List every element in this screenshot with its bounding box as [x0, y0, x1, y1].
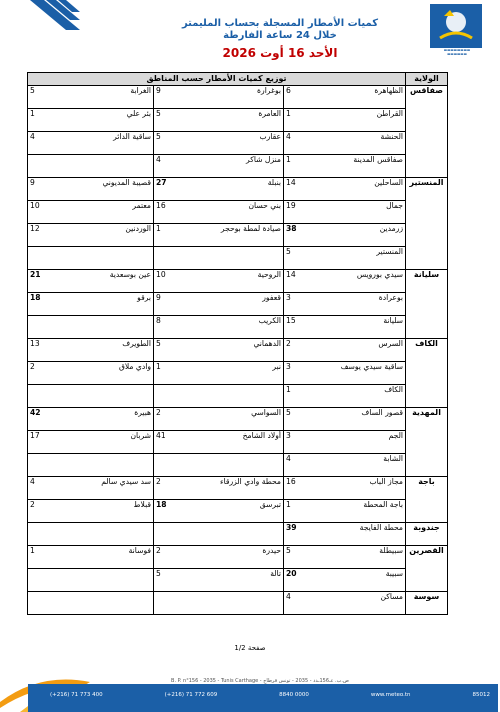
rainfall-value — [28, 155, 50, 178]
governorate-cell: المنستير — [406, 178, 448, 270]
rainfall-value: 10 — [28, 201, 50, 224]
rainfall-table — [27, 72, 448, 615]
station-name: سليانة — [306, 316, 406, 339]
governorate-cell: القصرين — [406, 546, 448, 592]
station-name: المنستير — [306, 247, 406, 270]
rainfall-value — [28, 569, 50, 592]
station-name — [50, 316, 154, 339]
page-number: صفحة 1/2 — [234, 644, 266, 652]
rainfall-value — [154, 385, 176, 408]
station-name: بوعرادة — [306, 293, 406, 316]
rainfall-value — [28, 592, 50, 615]
rainfall-value: 4 — [154, 155, 176, 178]
table-row — [28, 293, 448, 316]
station-name: حيدرة — [176, 546, 284, 569]
rainfall-value: 20 — [284, 569, 306, 592]
station-name — [176, 385, 284, 408]
rainfall-value — [28, 454, 50, 477]
header — [0, 0, 500, 70]
station-name: نبر — [176, 362, 284, 385]
rainfall-value: 5 — [28, 86, 50, 109]
station-name — [50, 247, 154, 270]
governorate-header: الولاية — [406, 73, 448, 86]
station-name — [176, 454, 284, 477]
station-name: الوردنين — [50, 224, 154, 247]
governorate-cell: الكاف — [406, 339, 448, 408]
rainfall-value: 4 — [28, 132, 50, 155]
rainfall-value: 5 — [154, 569, 176, 592]
rainfall-value — [28, 523, 50, 546]
station-name: سيدي بورويس — [306, 270, 406, 293]
station-name — [50, 592, 154, 615]
station-name: تبرسق — [176, 500, 284, 523]
table-row — [28, 178, 448, 201]
table-row — [28, 316, 448, 339]
station-name: الحنشة — [306, 132, 406, 155]
rainfall-value — [154, 247, 176, 270]
rainfall-value: 27 — [154, 178, 176, 201]
phone-1[interactable]: (+216) 71 773 400 — [50, 692, 103, 698]
station-name: صفاقس المدينة — [306, 155, 406, 178]
rainfall-value: 1 — [28, 546, 50, 569]
station-name: سبيبة — [306, 569, 406, 592]
table-row — [28, 201, 448, 224]
footer-contacts — [50, 688, 490, 702]
governorate-cell: سليانة — [406, 270, 448, 339]
governorate-cell: جندوبة — [406, 523, 448, 546]
table-row — [28, 155, 448, 178]
station-name: سبيطلة — [306, 546, 406, 569]
rainfall-value: 2 — [154, 477, 176, 500]
rainfall-value: 2 — [28, 362, 50, 385]
table-row — [28, 109, 448, 132]
station-name: شربان — [50, 431, 154, 454]
stripes-decoration — [0, 0, 80, 40]
rainfall-value: 38 — [284, 224, 306, 247]
table-row — [28, 592, 448, 615]
station-name: الشابة — [306, 454, 406, 477]
station-name: باجة المحطة — [306, 500, 406, 523]
station-name: الظهاهرة — [306, 86, 406, 109]
table-body — [28, 86, 448, 615]
station-name: فوسانة — [50, 546, 154, 569]
rainfall-value: 14 — [284, 270, 306, 293]
rainfall-value: 19 — [284, 201, 306, 224]
table-row — [28, 86, 448, 109]
station-name: برقو — [50, 293, 154, 316]
rainfall-value: 13 — [28, 339, 50, 362]
rainfall-value: 5 — [154, 339, 176, 362]
station-name: السواسي — [176, 408, 284, 431]
table-row — [28, 385, 448, 408]
governorate-cell: المهدية — [406, 408, 448, 477]
station-name: الطويرف — [50, 339, 154, 362]
rainfall-value: 9 — [28, 178, 50, 201]
rainfall-value: 14 — [284, 178, 306, 201]
station-name: الروحية — [176, 270, 284, 293]
table-row — [28, 454, 448, 477]
station-name — [50, 155, 154, 178]
governorate-cell: سوسة — [406, 592, 448, 615]
rainfall-value: 4 — [284, 132, 306, 155]
title-line-1: كميات الأمطار المسجلة بحساب المليمتر — [181, 18, 379, 29]
station-name: محطة الفايجة — [306, 523, 406, 546]
rainfall-value: 5 — [284, 546, 306, 569]
rainfall-value: 6 — [284, 86, 306, 109]
station-name: الكاف — [306, 385, 406, 408]
table-row — [28, 362, 448, 385]
station-name: سد سيدي سالم — [50, 477, 154, 500]
station-name: وادي ملاق — [50, 362, 154, 385]
station-name: محطة وادي الزرقاء — [176, 477, 284, 500]
station-name — [50, 569, 154, 592]
station-name — [176, 523, 284, 546]
rainfall-value: 17 — [28, 431, 50, 454]
rainfall-value: 4 — [284, 454, 306, 477]
station-name: عقارب — [176, 132, 284, 155]
rainfall-value: 1 — [284, 109, 306, 132]
rainfall-value: 2 — [154, 546, 176, 569]
station-name: الدهماني — [176, 339, 284, 362]
postal-code: 85012 — [472, 692, 490, 698]
station-name: بوغرارة — [176, 86, 284, 109]
rainfall-value: 5 — [284, 408, 306, 431]
table-row — [28, 523, 448, 546]
rainfall-value: 39 — [284, 523, 306, 546]
rainfall-value: 2 — [28, 500, 50, 523]
table-header-row — [28, 73, 448, 86]
rainfall-value — [154, 592, 176, 615]
station-name: قصور الساف — [306, 408, 406, 431]
rainfall-value: 1 — [154, 224, 176, 247]
rainfall-value: 1 — [28, 109, 50, 132]
rainfall-value — [28, 385, 50, 408]
distribution-header: توزيع كميات الأمطار حسب المناطق — [28, 73, 406, 86]
table-row — [28, 224, 448, 247]
station-name: قصيبة المديوني — [50, 178, 154, 201]
table-row — [28, 431, 448, 454]
rainfall-value: 3 — [284, 293, 306, 316]
rainfall-value: 3 — [284, 431, 306, 454]
station-name — [50, 523, 154, 546]
table-row — [28, 132, 448, 155]
table-row — [28, 569, 448, 592]
station-name: معتمر — [50, 201, 154, 224]
governorate-cell: صفاقس — [406, 86, 448, 178]
rainfall-value: 21 — [28, 270, 50, 293]
station-name: تالة — [176, 569, 284, 592]
rainfall-value: 2 — [284, 339, 306, 362]
rainfall-value: 1 — [284, 385, 306, 408]
station-name: العامرة — [176, 109, 284, 132]
rainfall-value — [154, 523, 176, 546]
station-name: صيادة لمطة بوحجر — [176, 224, 284, 247]
station-name: منزل شاكر — [176, 155, 284, 178]
rainfall-value: 5 — [154, 109, 176, 132]
station-name: السرس — [306, 339, 406, 362]
station-name: الساحلين — [306, 178, 406, 201]
station-name — [176, 592, 284, 615]
station-name: الجم — [306, 431, 406, 454]
rainfall-value: 8 — [154, 316, 176, 339]
table-row — [28, 500, 448, 523]
rainfall-value — [28, 316, 50, 339]
station-name: الغرابة — [50, 86, 154, 109]
station-name: بئر علي — [50, 109, 154, 132]
station-name — [50, 454, 154, 477]
rainfall-value: 16 — [154, 201, 176, 224]
rainfall-value: 41 — [154, 431, 176, 454]
phone-3[interactable]: 8840 0000 — [279, 692, 309, 698]
station-name — [176, 247, 284, 270]
title-line-2: خلال 24 ساعة الفارطة — [223, 30, 337, 41]
page-title — [150, 18, 410, 42]
station-name: ساقية سيدي يوسف — [306, 362, 406, 385]
station-name: قبلاط — [50, 500, 154, 523]
station-name: عين بوسعدية — [50, 270, 154, 293]
station-name: مجاز الباب — [306, 477, 406, 500]
rainfall-value: 9 — [154, 293, 176, 316]
station-name: القراطن — [306, 109, 406, 132]
rainfall-value: 16 — [284, 477, 306, 500]
rainfall-value: 12 — [28, 224, 50, 247]
station-name: مساكن — [306, 592, 406, 615]
table-row — [28, 546, 448, 569]
governorate-cell: باجة — [406, 477, 448, 523]
station-name: زرمدين — [306, 224, 406, 247]
rainfall-value: 4 — [284, 592, 306, 615]
station-name: جمال — [306, 201, 406, 224]
logo-caption: ▬▬▬▬▬▬▬▬ ▬▬▬▬▬▬ — [443, 48, 471, 56]
table-row — [28, 270, 448, 293]
table-row — [28, 408, 448, 431]
rainfall-value: 4 — [28, 477, 50, 500]
rainfall-value — [154, 454, 176, 477]
table-row — [28, 477, 448, 500]
rainfall-value: 5 — [154, 132, 176, 155]
station-name: بني حسان — [176, 201, 284, 224]
rainfall-value: 1 — [284, 500, 306, 523]
rainfall-value: 1 — [284, 155, 306, 178]
station-name: قعفور — [176, 293, 284, 316]
rainfall-value: 18 — [154, 500, 176, 523]
institute-logo — [430, 4, 482, 48]
report-date: الأحد 16 أوت 2026 — [222, 46, 338, 60]
table-row — [28, 247, 448, 270]
rainfall-value: 15 — [284, 316, 306, 339]
website-link[interactable]: www.meteo.tn — [370, 692, 411, 698]
rainfall-value: 10 — [154, 270, 176, 293]
station-name: أولاد الشامخ — [176, 431, 284, 454]
rainfall-value: 9 — [154, 86, 176, 109]
rainfall-value — [28, 247, 50, 270]
rainfall-value: 2 — [154, 408, 176, 431]
phone-2[interactable]: (+216) 71 772 609 — [164, 692, 218, 698]
station-name: الكريب — [176, 316, 284, 339]
station-name: ساقية الدائر — [50, 132, 154, 155]
rainfall-value: 18 — [28, 293, 50, 316]
station-name: بنبلة — [176, 178, 284, 201]
rainfall-value: 42 — [28, 408, 50, 431]
rainfall-value: 3 — [284, 362, 306, 385]
rainfall-value: 1 — [154, 362, 176, 385]
station-name: هبيرة — [50, 408, 154, 431]
rainfall-value: 5 — [284, 247, 306, 270]
footer-address: B. P. n°156 - 2035 - Tunis Carthage - ص.ب. عـ156ـدد - 2035 - تونس قرطاج — [171, 678, 349, 684]
station-name — [50, 385, 154, 408]
table-row — [28, 339, 448, 362]
